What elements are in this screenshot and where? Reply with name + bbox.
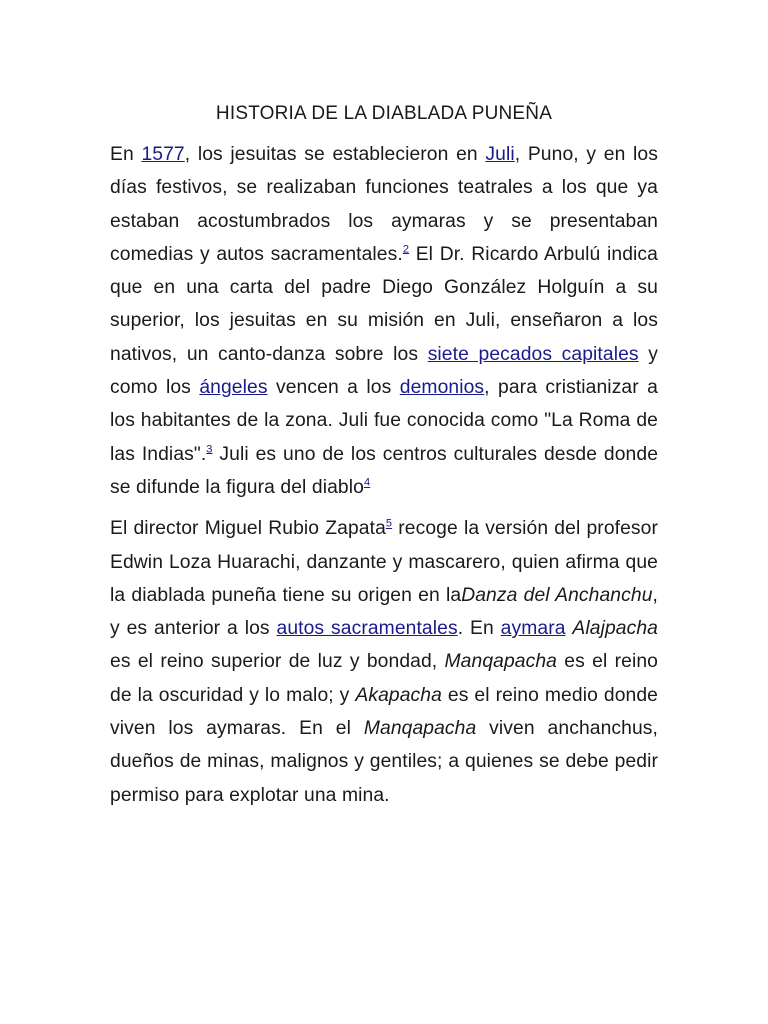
footnote-link-4[interactable]: 4 — [363, 476, 371, 489]
text-segment: vencen a los — [267, 377, 400, 399]
text-segment: , Puno, y en los días festivos, se realizaban funciones teatrales a los que ya estaban acostumbrados los aymaras y se presentaban comedias y autos sacramentales. — [110, 144, 658, 265]
text-segment: , y es anterior a los — [110, 584, 658, 640]
link-juli[interactable]: Juli — [485, 144, 515, 165]
document-page — [110, 100, 658, 820]
text-segment: El Dr. Ricardo Arbulú indica que en una carta del padre Diego González Holguín a su superior, los jesuitas en su misión en Juli, enseñaron a los nativos, un canto-danza sobre los — [110, 243, 658, 365]
text-segment: En — [110, 144, 142, 165]
text-segment: . En — [457, 618, 501, 640]
italic-manqapacha: Manqapacha — [363, 718, 477, 740]
paragraph-2 — [110, 512, 658, 812]
italic-alajpacha: Alajpacha — [572, 618, 658, 640]
text-segment: y como los — [110, 343, 658, 399]
paragraph-1 — [110, 138, 658, 504]
text-segment: es el reino medio donde viven los aymaras. En el — [110, 684, 658, 740]
link-siete-pecados-capitales[interactable]: siete pecados capitales — [427, 343, 639, 365]
text-segment: , los jesuitas se establecieron en — [184, 144, 486, 165]
text-segment: es el reino superior de luz y bondad, — [110, 651, 445, 673]
footnote-link-2[interactable]: 2 — [402, 243, 410, 256]
italic-akapacha: Akapacha — [355, 684, 442, 706]
link-aymara[interactable]: aymara — [500, 618, 566, 640]
text-segment: es el reino de la oscuridad y lo malo; y — [110, 651, 658, 706]
text-segment: Juli es uno de los centros culturales desde donde se difunde la figura del diablo — [110, 443, 659, 498]
link-1577[interactable]: 1577 — [141, 144, 185, 165]
document-title: HISTORIA DE LA DIABLADA PUNEÑA — [215, 103, 553, 124]
text-segment: El director Miguel Rubio Zapata — [110, 518, 386, 540]
link-demonios[interactable]: demonios — [399, 377, 485, 399]
footnote-link-3[interactable]: 3 — [206, 443, 213, 456]
italic-danza-del-anchanchu: Danza del Anchanchu — [461, 584, 653, 606]
link-angeles[interactable]: ángeles — [199, 377, 268, 399]
text-segment: recoge la versión del profesor Edwin Loza Huarachi, danzante y mascarero, quien afirma que la diablada puneña tiene su origen en la — [110, 518, 659, 606]
text-segment: viven anchanchus, dueños de minas, malignos y gentiles; a quienes se debe pedir permiso para explotar una mina. — [110, 718, 658, 806]
footnote-link-5[interactable]: 5 — [385, 517, 393, 530]
link-autos-sacramentales[interactable]: autos sacramentales — [276, 618, 458, 640]
footnote-ref-4[interactable] — [364, 477, 370, 489]
text-segment: , para cristianizar a los habitantes de la zona. Juli fue conocida como "La Roma de las Indias". — [110, 377, 659, 465]
italic-manqapacha: Manqapacha — [444, 651, 558, 673]
